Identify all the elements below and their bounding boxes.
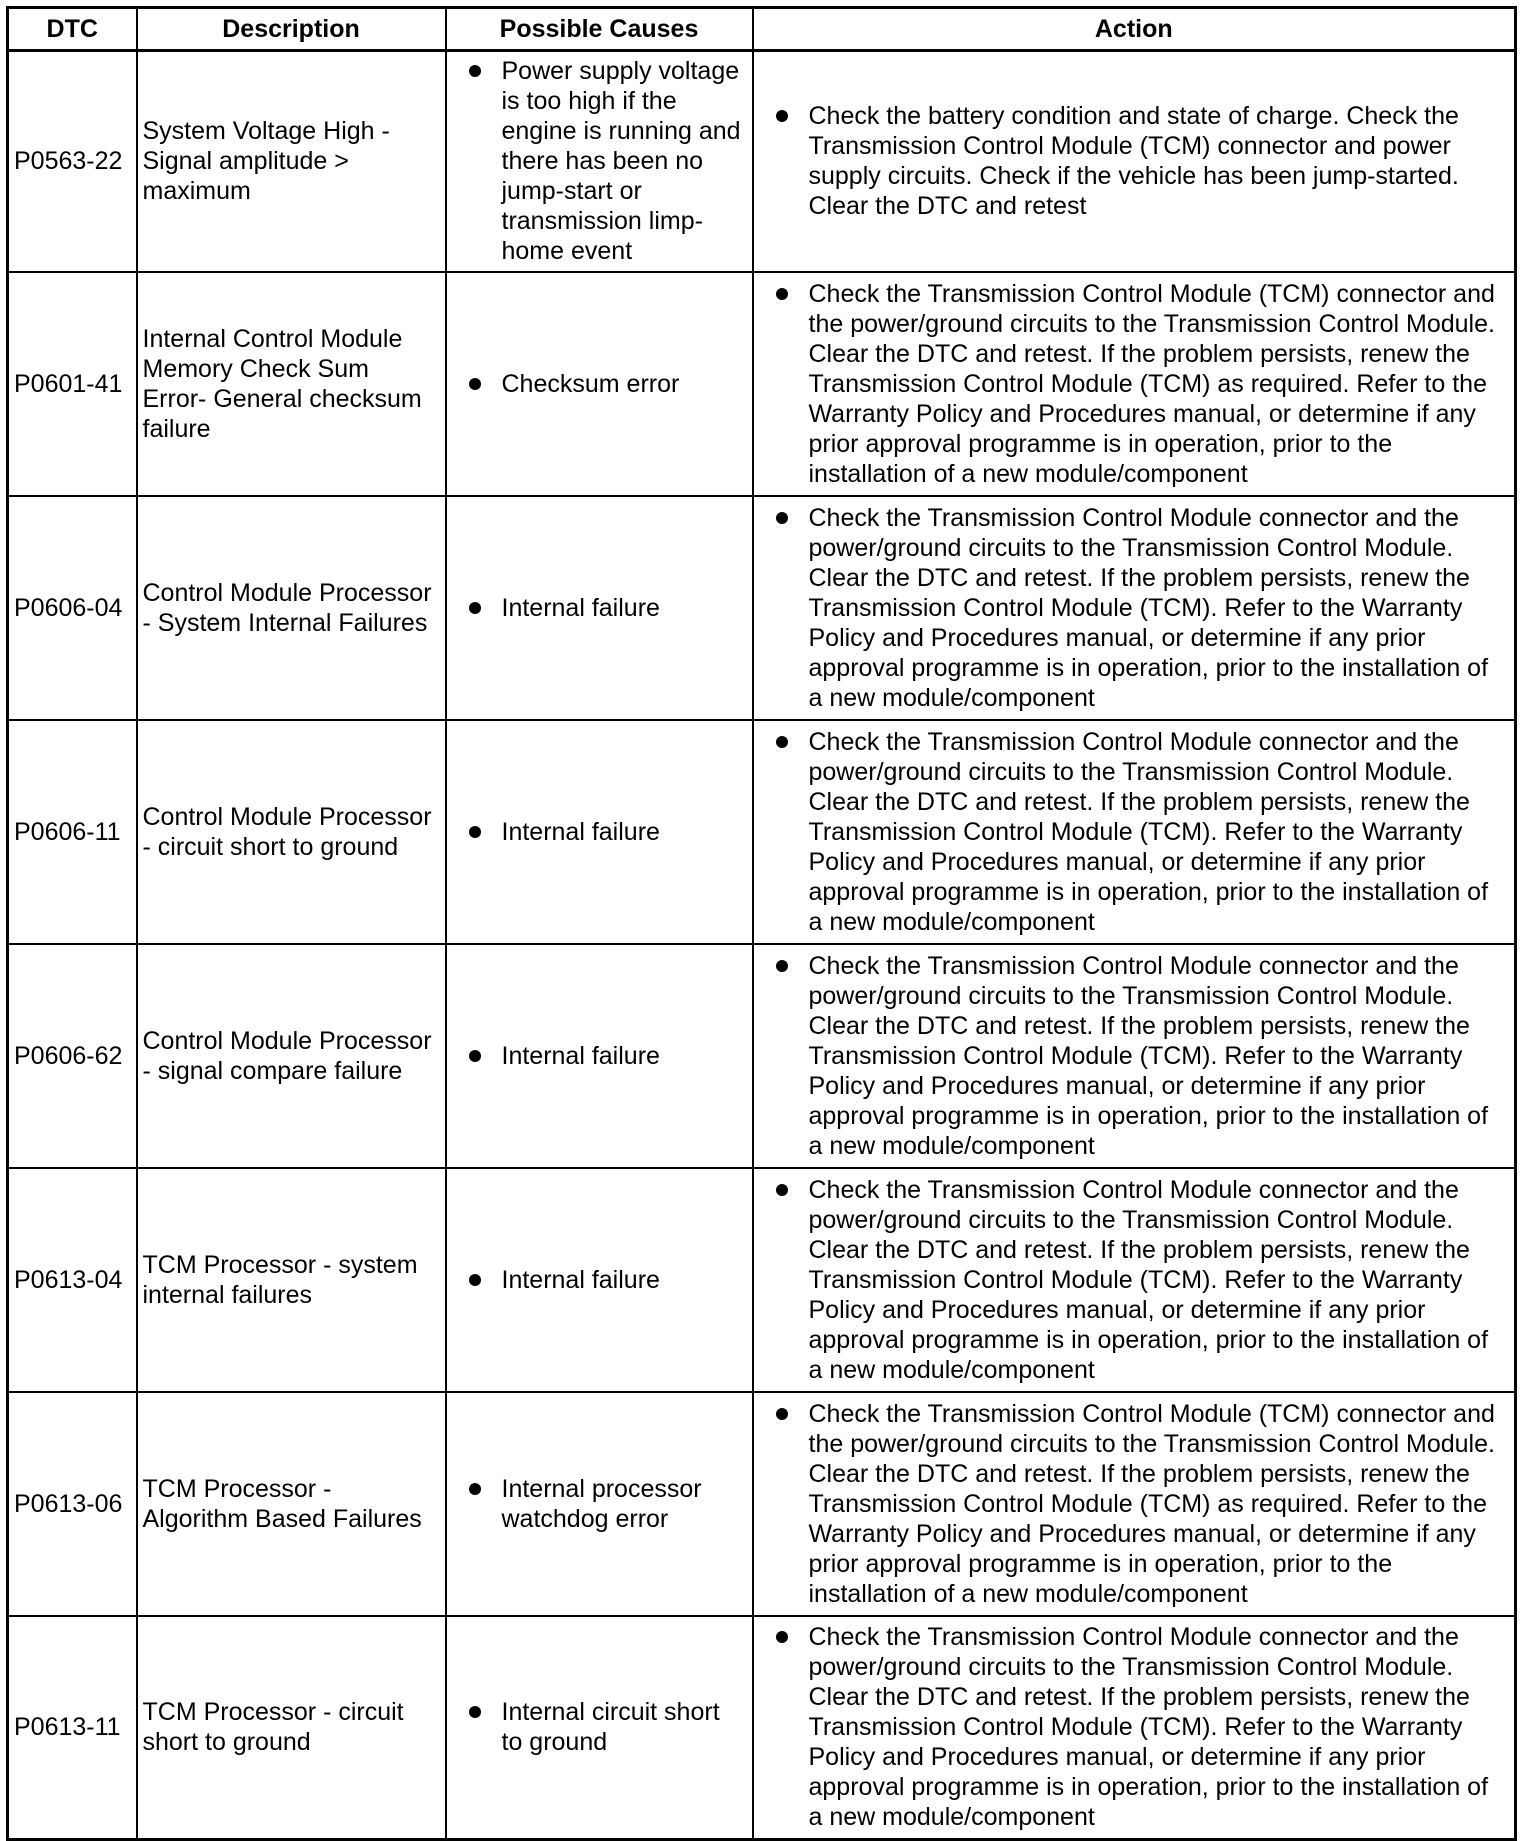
dtc-code: P0613-04 [8, 1168, 137, 1392]
dtc-code: P0606-62 [8, 944, 137, 1168]
possible-cause-text: Internal circuit short to ground [501, 1698, 720, 1757]
action-text: Check the Transmission Control Module connector and the power/ground circuits to the Transmission Control Module. Clear the DTC and retest. If the problem persists, renew the Transmission Control Module (TCM). Refer to the Warranty Policy and Procedures manual, or determine if any prior approval programme is in operation, prior to the installation of a new module/component [808, 1623, 1489, 1832]
action-cell [753, 944, 1516, 1168]
action-text: Check the Transmission Control Module connector and the power/ground circuits to the Transmission Control Module. Clear the DTC and retest. If the problem persists, renew the Transmission Control Module (TCM). Refer to the Warranty Policy and Procedures manual, or determine if any prior approval programme is in operation, prior to the installation of a new module/component [808, 951, 1489, 1160]
possible-cause-text: Internal failure [501, 1041, 660, 1070]
bullet-icon [776, 512, 788, 524]
action-text: Check the Transmission Control Module connector and the power/ground circuits to the Transmission Control Module. Clear the DTC and retest. If the problem persists, renew the Transmission Control Module (TCM). Refer to the Warranty Policy and Procedures manual, or determine if any prior approval programme is in operation, prior to the installation of a new module/component [808, 1175, 1489, 1384]
bullet-icon [776, 1631, 788, 1643]
bullet-icon [776, 1184, 788, 1196]
bullet-icon [469, 1483, 481, 1495]
dtc-description: Internal Control Module Memory Check Sum Error- General checksum failure [137, 272, 446, 496]
table-row [8, 1392, 1516, 1616]
bullet-icon [469, 1274, 481, 1286]
action-text: Check the Transmission Control Module connector and the power/ground circuits to the Transmission Control Module. Clear the DTC and retest. If the problem persists, renew the Transmission Control Module (TCM). Refer to the Warranty Policy and Procedures manual, or determine if any prior approval programme is in operation, prior to the installation of a new module/component [808, 727, 1489, 936]
action-text: Check the battery condition and state of charge. Check the Transmission Control Module (TCM) connector and power supply circuits. Check if the vehicle has been jump-started. Clear the DTC and retest [808, 102, 1459, 221]
bullet-icon [469, 826, 481, 838]
header-possible-causes: Possible Causes [446, 8, 753, 51]
dtc-description: Control Module Processor - signal compare failure [137, 944, 446, 1168]
action-cell [753, 1392, 1516, 1616]
possible-cause-text: Internal failure [501, 593, 660, 622]
bullet-icon [776, 1408, 788, 1420]
table-row [8, 944, 1516, 1168]
action-cell [753, 1168, 1516, 1392]
action-cell [753, 1616, 1516, 1840]
bullet-icon [776, 960, 788, 972]
action-cell [753, 720, 1516, 944]
header-description: Description [137, 8, 446, 51]
dtc-code: P0563-22 [8, 51, 137, 272]
dtc-code: P0613-11 [8, 1616, 137, 1840]
possible-cause-text: Checksum error [501, 369, 680, 398]
dtc-description: System Voltage High - Signal amplitude > maximum [137, 51, 446, 272]
dtc-description: Control Module Processor - circuit short to ground [137, 720, 446, 944]
dtc-description: TCM Processor - circuit short to ground [137, 1616, 446, 1840]
bullet-icon [469, 602, 481, 614]
action-text: Check the Transmission Control Module (TCM) connector and the power/ground circuits to the Transmission Control Module. Clear the DTC and retest. If the problem persists, renew the Transmission Control Module (TCM) as required. Refer to the Warranty Policy and Procedures manual, or determine if any prior approval programme is in operation, prior to the installation of a new module/component [808, 1399, 1495, 1608]
header-action: Action [753, 8, 1516, 51]
dtc-table [6, 6, 1517, 1841]
table-row [8, 272, 1516, 496]
bullet-icon [469, 378, 481, 390]
header-dtc: DTC [8, 8, 137, 51]
possible-cause-text: Power supply voltage is too high if the engine is running and there has been no jump-start or transmission limp-home event [501, 57, 741, 266]
dtc-code: P0606-04 [8, 496, 137, 720]
possible-cause-cell [446, 51, 753, 272]
table-row [8, 720, 1516, 944]
action-text: Check the Transmission Control Module (TCM) connector and the power/ground circuits to the Transmission Control Module. Clear the DTC and retest. If the problem persists, renew the Transmission Control Module (TCM) as required. Refer to the Warranty Policy and Procedures manual, or determine if any prior approval programme is in operation, prior to the installation of a new module/component [808, 279, 1495, 488]
action-text: Check the Transmission Control Module connector and the power/ground circuits to the Transmission Control Module. Clear the DTC and retest. If the problem persists, renew the Transmission Control Module (TCM). Refer to the Warranty Policy and Procedures manual, or determine if any prior approval programme is in operation, prior to the installation of a new module/component [808, 503, 1489, 712]
bullet-icon [776, 288, 788, 300]
dtc-description: TCM Processor - system internal failures [137, 1168, 446, 1392]
bullet-icon [776, 110, 788, 122]
table-row [8, 1616, 1516, 1840]
dtc-code: P0601-41 [8, 272, 137, 496]
possible-cause-cell [446, 1168, 753, 1392]
possible-cause-cell [446, 272, 753, 496]
possible-cause-cell [446, 1616, 753, 1840]
bullet-icon [469, 1706, 481, 1718]
possible-cause-cell [446, 720, 753, 944]
possible-cause-text: Internal failure [501, 1265, 660, 1294]
possible-cause-cell [446, 944, 753, 1168]
bullet-icon [776, 736, 788, 748]
bullet-icon [469, 65, 481, 77]
table-row [8, 1168, 1516, 1392]
dtc-code: P0606-11 [8, 720, 137, 944]
bullet-icon [469, 1050, 481, 1062]
possible-cause-cell [446, 1392, 753, 1616]
action-cell [753, 272, 1516, 496]
action-cell [753, 51, 1516, 272]
dtc-description: TCM Processor - Algorithm Based Failures [137, 1392, 446, 1616]
possible-cause-text: Internal processor watchdog error [501, 1474, 702, 1533]
dtc-code: P0613-06 [8, 1392, 137, 1616]
possible-cause-cell [446, 496, 753, 720]
action-cell [753, 496, 1516, 720]
possible-cause-text: Internal failure [501, 817, 660, 846]
dtc-description: Control Module Processor - System Internal Failures [137, 496, 446, 720]
table-header-row [8, 8, 1516, 51]
table-row [8, 51, 1516, 272]
table-row [8, 496, 1516, 720]
